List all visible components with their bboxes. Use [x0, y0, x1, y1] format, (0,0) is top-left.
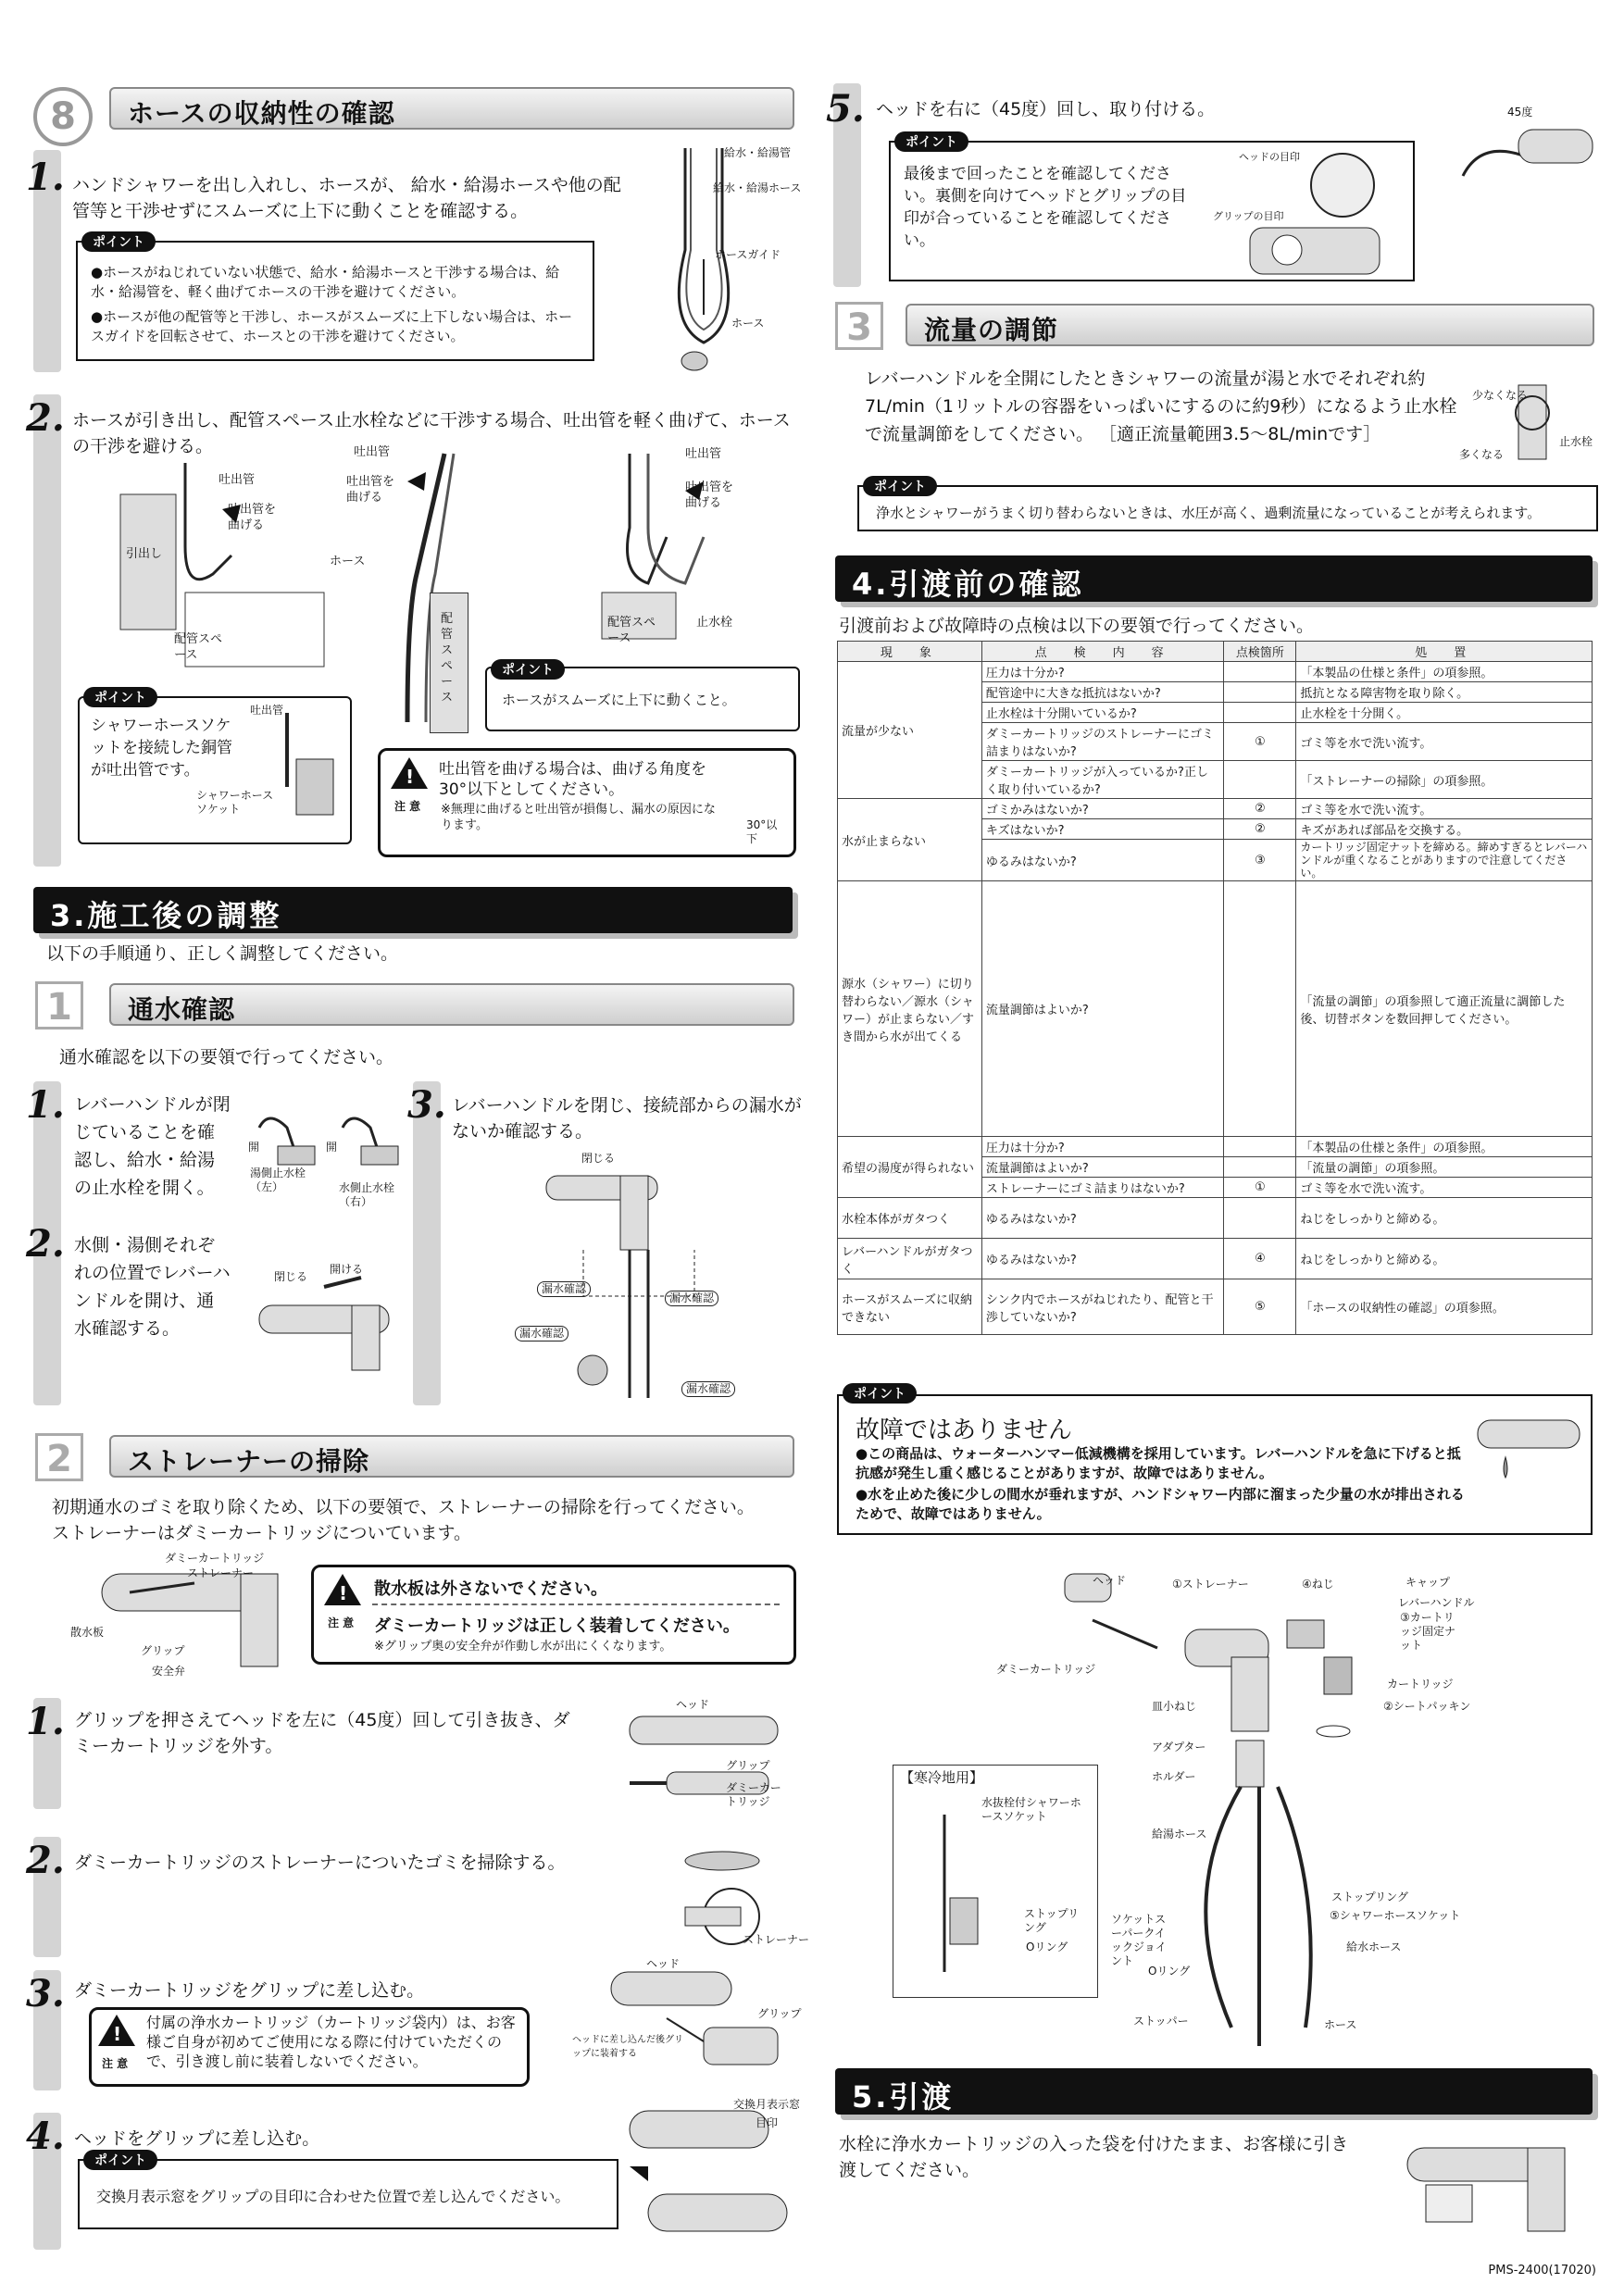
part-label: ホース: [1324, 2018, 1357, 2031]
leak-label: 漏水確認: [537, 1281, 591, 1297]
fig-label: 吐出管を曲げる: [346, 475, 395, 505]
check-item: ゴミかみはないか?: [981, 799, 1224, 819]
fig-label: 湯側止水栓（左）: [250, 1167, 306, 1193]
section8-title: ホースの収納性の確認: [128, 98, 395, 129]
sub2-intro: 初期通水のゴミを取り除くため、以下の要領で、ストレーナーの掃除を行ってください。: [52, 1497, 755, 1517]
footer-code: PMS-2400(17020): [1488, 2264, 1596, 2277]
point-text: 浄水とシャワーがうまく切り替わらないときは、水圧が高く、過剰流量になっていることが考えられます。: [876, 505, 1542, 521]
check-item: ダミーカートリッジのストレーナーにゴミ詰まりはないか?: [981, 723, 1224, 761]
check-point: ④: [1224, 1239, 1296, 1279]
check-table: [837, 641, 1593, 1335]
step-bar: [33, 394, 61, 867]
caution-label: 注 意: [394, 800, 421, 813]
leak-label: 漏水確認: [665, 1291, 718, 1306]
fig-label: 45度: [1507, 106, 1533, 119]
check-point: [1224, 881, 1296, 1137]
fig-label: 交換月表示窓: [733, 2098, 801, 2111]
sub3-header: [906, 304, 1594, 346]
check-point: [1224, 1157, 1296, 1178]
step-text: ホースが引き出し、配管スペース止水栓などに干渉する場合、吐出管を軽く曲げて、ホースの干渉を避ける。: [72, 410, 791, 456]
angle-label: 30°以下: [746, 818, 778, 845]
step-number: 3.: [407, 1083, 446, 1127]
section3-header: [33, 887, 793, 933]
fig-label: 吐出管: [354, 445, 391, 459]
check-point: [1224, 1198, 1296, 1239]
check-item: 止水栓は十分開いているか?: [981, 703, 1224, 723]
check-point: ②: [1224, 819, 1296, 840]
part-label: ①ストレーナー: [1172, 1578, 1249, 1591]
check-item: ゆるみはないか?: [981, 840, 1224, 881]
action: ゴミ等を水で洗い流す。: [1296, 799, 1593, 819]
point-label: ポイント: [843, 1383, 917, 1404]
phenomenon: 流量が少ない: [838, 662, 982, 799]
part-label: カートリッジ: [1387, 1678, 1454, 1691]
fig-label: シャワーホースソケット: [196, 789, 274, 816]
part-label: レバーハンドル: [1398, 1596, 1475, 1609]
fig-label: 止水栓: [696, 616, 733, 630]
phenomenon: レバーハンドルがガタつく: [838, 1239, 982, 1279]
col-header: 点検箇所: [1224, 642, 1296, 662]
table-row: [838, 1198, 1593, 1239]
check-item: キズはないか?: [981, 819, 1224, 840]
fig-label: グリップ: [757, 2007, 802, 2020]
check-point: ②: [1224, 799, 1296, 819]
fig-label: グリップ: [726, 1759, 770, 1772]
cold-region-title: 【寒冷地用】: [900, 1769, 984, 1786]
fig-label: 引出し: [126, 547, 163, 561]
faucet-drip-icon: [1468, 1402, 1589, 1513]
sub1-header: [109, 983, 794, 1026]
fig-label: 吐出管を曲げる: [228, 503, 277, 532]
point-text: 交換月表示窓をグリップの目印に合わせた位置で差し込んでください。: [96, 2188, 570, 2205]
part-label: ③カートリッジ固定ナット: [1400, 1611, 1456, 1652]
step-bar: [413, 1081, 441, 1405]
socket-note: シャワーホースソケットを接続した銅管が吐出管です。: [91, 717, 232, 780]
warning-icon: [98, 2015, 135, 2046]
fig-label: ダミーカートリッジ: [726, 1781, 781, 1808]
leak-check-diagram: [528, 1148, 750, 1407]
caution-sub: ※グリップ奥の安全弁が作動し水が出にくくなります。: [374, 1640, 672, 1653]
action: 抵抗となる障害物を取り除く。: [1296, 682, 1593, 703]
caution-text: 付属の浄水カートリッジ（カートリッジ袋内）は、お客様ご自身が初めてご使用になる際に付けていただくので、引き渡し前に装着しないでください。: [146, 2014, 516, 2070]
part-label: ストッパー: [1133, 2015, 1189, 2028]
action: 「本製品の仕様と条件」の項参照。: [1296, 1137, 1593, 1157]
part-label: ホルダー: [1152, 1770, 1196, 1783]
fig-label: ホース: [330, 555, 366, 568]
caution-text: 吐出管を曲げる場合は、曲げる角度を30°以下としてください。: [439, 760, 706, 799]
table-row: [838, 881, 1593, 1137]
check-item: 流量調節はよいか?: [981, 881, 1224, 1137]
part-label: Oリング: [1148, 1965, 1191, 1978]
sub2-title: ストレーナーの掃除: [128, 1446, 370, 1477]
sub1-intro: 通水確認を以下の要領で行ってください。: [59, 1047, 394, 1067]
check-item: ゆるみはないか?: [981, 1198, 1224, 1239]
sub2-number: 2: [35, 1433, 83, 1481]
head-rotate-diagram: [1444, 102, 1611, 222]
phenomenon: 希望の湯度が得られない: [838, 1137, 982, 1198]
fig-label: 吐出管: [219, 473, 256, 487]
section4-header: [835, 555, 1593, 602]
caution-sub: ※無理に曲げると吐出管が損傷し、漏水の原因になります。: [441, 803, 716, 832]
check-item: ゆるみはないか?: [981, 1239, 1224, 1279]
caution-label: 注 意: [102, 2057, 129, 2070]
check-item: 配管途中に大きな抵抗はないか?: [981, 682, 1224, 703]
caution-text: 散水板は外さないでください。: [374, 1579, 607, 1599]
step-number: 1.: [26, 156, 65, 199]
fig-label: 閉じる: [274, 1270, 308, 1283]
part-label: ヘッド: [1093, 1574, 1127, 1587]
step-text: レバーハンドルが閉じていることを確認し、給水・給湯の止水栓を開く。: [74, 1094, 231, 1198]
fig-label: 吐出管: [685, 447, 722, 461]
part-label: ④ねじ: [1302, 1578, 1334, 1591]
fig-label: 安全弁: [152, 1665, 186, 1678]
part-label: ②シートパッキン: [1383, 1700, 1471, 1713]
fig-label: 吐出管: [250, 704, 284, 717]
point-label: ポイント: [81, 231, 156, 252]
fig-label: 目印: [756, 2116, 779, 2129]
part-label: アダプター: [1152, 1741, 1206, 1753]
point-label: ポイント: [863, 476, 937, 496]
fig-label: 配管スペース: [441, 612, 454, 705]
cold-region-diagram: [917, 1805, 1000, 1990]
step-number: 3.: [26, 1972, 65, 2015]
check-point: ③: [1224, 840, 1296, 881]
step-text: レバーハンドルを閉じ、接続部からの漏水がないか確認する。: [452, 1095, 802, 1142]
section4-intro: 引渡前および故障時の点検は以下の要領で行ってください。: [839, 616, 1315, 636]
point-label: ポイント: [894, 131, 968, 152]
leak-label: 漏水確認: [681, 1381, 735, 1397]
section5-header: [835, 2068, 1593, 2115]
phenomenon: 水が止まらない: [838, 799, 982, 881]
fig-label: グリップ: [141, 1644, 185, 1657]
fig-label: 開: [248, 1141, 260, 1154]
action: キズがあれば部品を交換する。: [1296, 819, 1593, 840]
point-text: ●ホースが他の配管等と干渉し、ホースがスムーズに上下しない場合は、ホースガイドを回転させて、ホースとの干渉を避けてください。: [91, 308, 573, 344]
leak-label: 漏水確認: [515, 1326, 568, 1341]
caution-text: ダミーカートリッジは正しく装着してください。: [374, 1616, 740, 1636]
fig-label: 水側止水栓（右）: [339, 1181, 395, 1208]
col-header: 処 置: [1296, 642, 1593, 662]
point-label: ポイント: [491, 659, 565, 680]
action: ゴミ等を水で洗い流す。: [1296, 1178, 1593, 1198]
action: 「本製品の仕様と条件」の項参照。: [1296, 662, 1593, 682]
check-point: [1224, 1137, 1296, 1157]
fig-label: ヘッドの目印: [1239, 151, 1300, 163]
check-item: 圧力は十分か?: [981, 1137, 1224, 1157]
sub3-text: レバーハンドルを全開にしたときシャワーの流量が湯と水でそれぞれ約7L/min（1リットルの容器をいっぱいにするのに約9秒）になるよう止水栓で流量調節をしてください。 ［適正流量範囲3.5～8L/minです］: [865, 368, 1457, 444]
table-row: [838, 662, 1593, 682]
step-number: 4.: [26, 2115, 65, 2158]
fig-label: 止水栓: [1559, 435, 1593, 448]
step-text: 水側・湯側それぞれの位置でレバーハンドルを開け、通水確認する。: [74, 1235, 231, 1339]
fig-label: ヘッド: [676, 1698, 710, 1711]
step-number: 1.: [26, 1083, 65, 1127]
lever-diagram: [241, 1268, 398, 1379]
action: 「ストレーナーの掃除」の項参照。: [1296, 761, 1593, 799]
fig-label: 少なくなる: [1472, 389, 1529, 402]
phenomenon: 源水（シャワー）に切り替わらない／源水（シャワー）が止まらない／すき間から水が出てくる: [838, 881, 982, 1137]
table-row: [838, 1137, 1593, 1157]
check-point: ①: [1224, 1178, 1296, 1198]
warning-icon: [324, 1574, 361, 1605]
fig-label: 多くなる: [1459, 448, 1505, 461]
warning-icon: [391, 757, 428, 789]
part-label: キャップ: [1405, 1576, 1451, 1589]
point-text: ●この商品は、ウォーターハンマー低減機構を採用しています。レバーハンドルを急に下げると抵抗感が発生し重く感じることがありますが、故障ではありません。: [856, 1445, 1461, 1481]
fig-label: ストレーナー: [743, 1933, 810, 1946]
fig-label: 配管スペース: [174, 632, 223, 662]
section8-number: 8: [33, 87, 93, 146]
caution-divider: [372, 1603, 780, 1605]
check-point: [1224, 682, 1296, 703]
fig-label: 吐出管を曲げる: [685, 480, 734, 510]
fig-label: 閉じる: [581, 1152, 616, 1165]
section4-title: 4.引渡前の確認: [852, 567, 1084, 602]
sub3-title: 流量の調節: [924, 315, 1059, 345]
table-row: [838, 1239, 1593, 1279]
action: ねじをしっかりと締める。: [1296, 1198, 1593, 1239]
table-row: [838, 1279, 1593, 1335]
part-label: ⑤シャワーホースソケット: [1330, 1909, 1461, 1922]
check-point: [1224, 703, 1296, 723]
point-text: 最後まで回ったことを確認してください。裏側を向けてヘッドとグリップの目印が合っていることを確認してください。: [904, 165, 1187, 250]
fig-label: ヘッド: [646, 1957, 681, 1970]
check-point: [1224, 761, 1296, 799]
fig-label: ホース: [731, 317, 765, 330]
sub3-number: 3: [835, 302, 883, 350]
section5-text: 水栓に浄水カートリッジの入った袋を付けたまま、お客様に引き渡してください。: [839, 2134, 1349, 2180]
action: ねじをしっかりと締める。: [1296, 1239, 1593, 1279]
point-text: ●水を止めた後に少しの間水が垂れますが、ハンドシャワー内部に溜まった少量の水が排出されるためで、故障ではありません。: [856, 1486, 1465, 1522]
table-row: [838, 799, 1593, 819]
sub2-header: [109, 1435, 794, 1478]
step-text: ダミーカートリッジをグリップに差し込む。: [74, 1980, 425, 2001]
cold-label: Oリング: [1026, 1940, 1068, 1953]
fig-label: 開: [326, 1141, 338, 1154]
parts-exploded-diagram: [1046, 1565, 1454, 2065]
action: 「ホースの収納性の確認」の項参照。: [1296, 1279, 1593, 1335]
col-header: 現 象: [838, 642, 982, 662]
check-item: ダミーカートリッジが入っているか?正しく取り付いているか?: [981, 761, 1224, 799]
faucet-with-bag-icon: [1389, 2120, 1593, 2240]
point-label: ポイント: [83, 687, 157, 707]
action: 止水栓を十分開く。: [1296, 703, 1593, 723]
point-label: ポイント: [83, 2150, 157, 2170]
col-header: 点 検 内 容: [981, 642, 1224, 662]
phenomenon: ホースがスムーズに収納できない: [838, 1279, 982, 1335]
cold-label: 水抜栓付シャワーホースソケット: [981, 1796, 1081, 1823]
phenomenon: 水栓本体がガタつく: [838, 1198, 982, 1239]
sub1-number: 1: [35, 981, 83, 1029]
check-point: ⑤: [1224, 1279, 1296, 1335]
step-number: 2.: [26, 1839, 65, 1882]
fig-label: 給水・給湯ホース: [713, 181, 802, 194]
step-text: グリップを押さえてヘッドを左に（45度）回して引き抜き、ダミーカートリッジを外す。: [74, 1710, 570, 1756]
part-label: 給水ホース: [1346, 1940, 1402, 1953]
part-label: ダミーカートリッジ: [996, 1663, 1096, 1676]
action: カートリッジ固定ナットを締める。締めすぎるとレバーハンドルが重くなることがありますので注意してください。: [1296, 840, 1593, 881]
cold-label: ストップリング: [1024, 1907, 1080, 1934]
step-number: 1.: [26, 1700, 65, 1743]
part-label: ソケットスーパークイックジョイント: [1111, 1913, 1167, 1967]
step-text: ハンドシャワーを出し入れし、ホースが、 給水・給湯ホースや他の配管等と干渉せずにスムーズに上下に動くことを確認する。: [72, 175, 621, 221]
fig-label: ダミーカートリッジ: [165, 1552, 265, 1565]
step-text: ダミーカートリッジのストレーナーについたゴミを掃除する。: [74, 1853, 566, 1873]
check-item: ストレーナーにゴミ詰まりはないか?: [981, 1178, 1224, 1198]
fig-label: 開ける: [330, 1263, 364, 1276]
fig-label: 散水板: [70, 1626, 105, 1639]
fig-label: ヘッドに差し込んだ後グリップに装着する: [572, 2035, 683, 2059]
check-item: 圧力は十分か?: [981, 662, 1224, 682]
part-label: 給湯ホース: [1152, 1828, 1207, 1841]
fig-label: 配管スペース: [607, 616, 656, 645]
step-text: ヘッドをグリップに差し込む。: [74, 2128, 320, 2149]
point-text: ●ホースがねじれていない状態で、給水・給湯ホースと干渉する場合は、給水・給湯管を、軽く曲げてホースの干渉を避けてください。: [91, 264, 560, 300]
section5-title: 5.引渡: [852, 2079, 955, 2115]
fig-label: グリップの目印: [1213, 210, 1284, 222]
fig-label: 給水・給湯管: [724, 146, 792, 159]
action: 「流量の調節」の項参照。: [1296, 1157, 1593, 1178]
step-number: 2.: [26, 396, 65, 440]
section3-intro: 以下の手順通り、正しく調整してください。: [46, 943, 399, 964]
fig-label: ホースガイド: [715, 248, 781, 261]
caution-label: 注 意: [328, 1616, 355, 1629]
point-text: ホースがスムーズに上下に動くこと。: [502, 692, 736, 708]
action: 「流量の調節」の項参照して適正流量に調節した後、切替ボタンを数回押してください。: [1296, 881, 1593, 1137]
check-item: シンク内でホースがねじれたり、配管と干渉していないか?: [981, 1279, 1224, 1335]
check-item: 流量調節はよいか?: [981, 1157, 1224, 1178]
part-label: 皿小ねじ: [1152, 1700, 1197, 1713]
sub1-title: 通水確認: [128, 994, 236, 1025]
table-header-row: [838, 642, 1593, 662]
sub2-intro: ストレーナーはダミーカートリッジについています。: [52, 1523, 471, 1543]
step-number: 2.: [26, 1222, 65, 1266]
check-point: [1224, 662, 1296, 682]
part-label: ストップリング: [1331, 1890, 1408, 1903]
section3-title: 3.施工後の調整: [50, 898, 282, 933]
section8-header: [109, 87, 794, 130]
action: ゴミ等を水で洗い流す。: [1296, 723, 1593, 761]
fig-label: ストレーナー: [187, 1566, 255, 1579]
check-point: ①: [1224, 723, 1296, 761]
step-number: 5.: [826, 87, 865, 131]
not-failure-title: 故障ではありません: [856, 1416, 1073, 1444]
step-text: ヘッドを右に（45度）回し、取り付ける。: [876, 99, 1216, 119]
cartridge-insert-diagram: [556, 1953, 796, 2092]
